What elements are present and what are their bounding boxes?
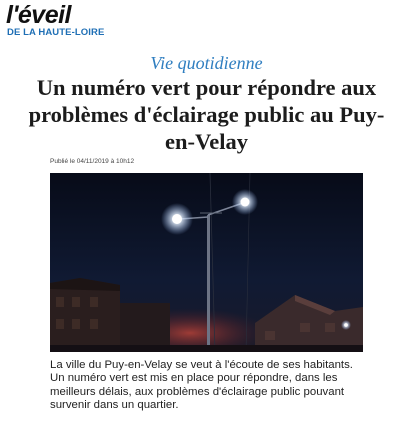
logo-region: DE LA HAUTE-LOIRE bbox=[7, 27, 105, 38]
publish-date: Publié le 04/11/2019 à 10h12 bbox=[50, 158, 135, 165]
article-lede: La ville du Puy-en-Velay se veut à l'écoute de ses habitants. Un numéro vert est mis en place pour répondre, dans les meilleurs délais, aux problèmes d'éclairage public pouvant survenir dans un quartier. bbox=[50, 359, 353, 412]
article-headline: Un numéro vert pour répondre aux problèmes d'éclairage public au Puy-en-Velay bbox=[28, 75, 385, 154]
article-rubric[interactable]: Vie quotidienne bbox=[150, 53, 263, 73]
article-photo bbox=[50, 173, 363, 352]
masthead-logo[interactable] bbox=[6, 1, 106, 38]
street-lamp-night-photo bbox=[50, 173, 363, 352]
logo-wordmark: l'éveil bbox=[6, 1, 71, 29]
